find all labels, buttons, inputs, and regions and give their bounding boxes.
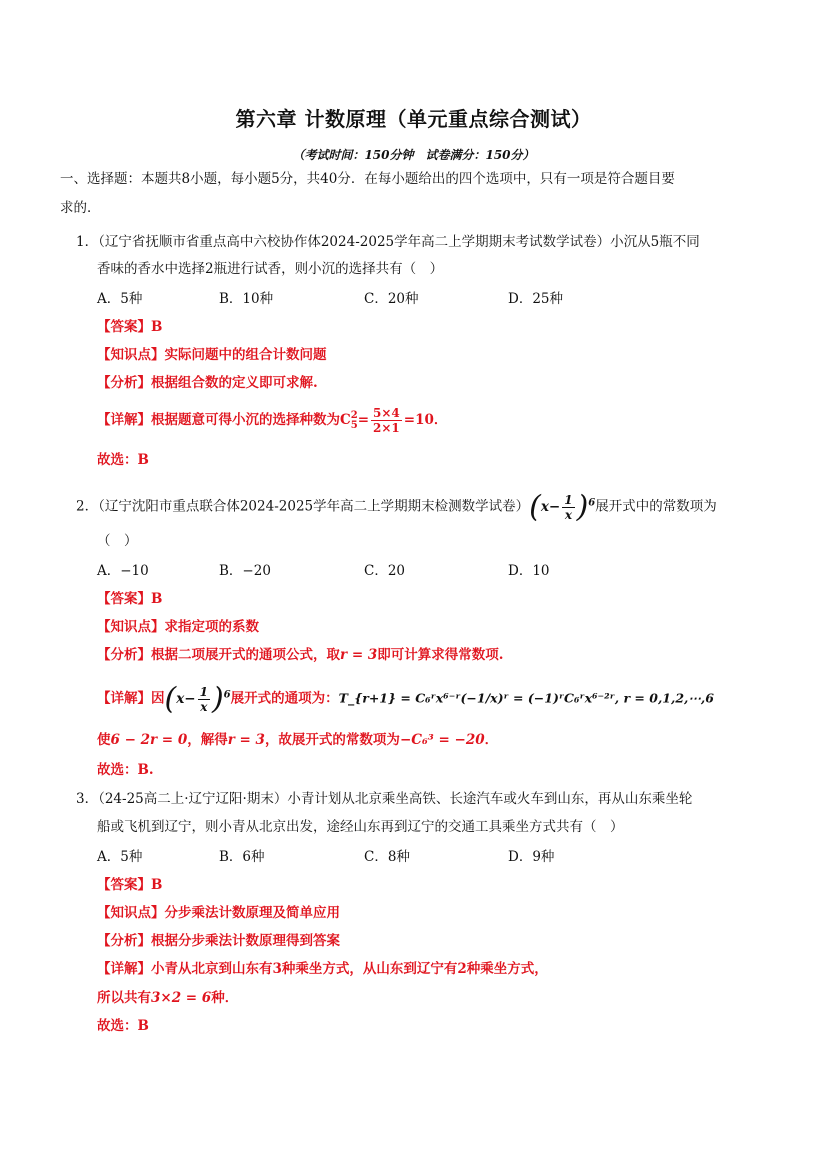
detail-line2-pre: 所以共有 (97, 990, 151, 1006)
expr-minus: − (548, 498, 561, 515)
question-1-option-b: B．10种 (219, 291, 274, 307)
question-3-stem-line1 (76, 790, 692, 808)
combination-formula: C 2 5 = $\frac{5\times 4}{2\times 1}$ =10 (340, 406, 434, 435)
question-1-detail (97, 405, 447, 435)
page-title: 第六章 计数原理（单元重点综合测试） (235, 107, 592, 131)
question-3-answer (97, 876, 162, 894)
question-3-knowledge (97, 904, 340, 922)
analysis-pre: 根据二项展开式的通项公式，取 (151, 647, 340, 663)
question-3-option-b: B．6种 (219, 849, 265, 865)
question-3-stem-text: （24-25高二上·辽宁辽阳·期末）小青计划从北京乘坐高铁、长途汽车或火车到山东，再从山东乘坐轮 (98, 791, 693, 807)
question-3-option-a: A．5种 (97, 849, 143, 865)
binomial-expression: (x− $\frac{1}{x}$ )$^6$ (529, 489, 596, 524)
question-3-conclusion: 故选：B (97, 1018, 149, 1034)
question-2-detail (97, 678, 714, 716)
analysis-label: 【分析】 (97, 375, 151, 391)
answer-label: 【答案】 (97, 877, 151, 893)
combination-symbol: C (340, 412, 351, 428)
knowledge-label: 【知识点】 (97, 905, 165, 921)
question-2-analysis (97, 646, 503, 664)
knowledge-value: 实际问题中的组合计数问题 (164, 347, 327, 363)
knowledge-value: 分步乘法计数原理及简单应用 (164, 905, 340, 921)
expr-den: x (564, 507, 572, 522)
question-1-conclusion: 故选：B (97, 452, 149, 468)
expr-minus: − (184, 690, 196, 707)
question-3-analysis (97, 932, 340, 950)
detail-line2-eq: 3×2 = 6 (151, 990, 212, 1006)
detail-line2-eq2: r = 3 (227, 732, 265, 748)
detail-line2-mid: ，解得 (187, 732, 228, 748)
question-2-knowledge (97, 618, 259, 636)
question-2-option-a: A．−10 (97, 563, 149, 579)
question-1-option-c: C．20种 (364, 291, 419, 307)
question-1-knowledge (97, 346, 327, 364)
expr-num: 1 (199, 684, 208, 699)
fraction-denominator: 2×1 (373, 421, 400, 435)
answer-label: 【答案】 (97, 591, 151, 607)
question-3-stem-line2: 船或飞机到辽宁，则小青从北京出发，途经山东再到辽宁的交通工具乘坐方式共有（ ） (97, 819, 624, 835)
expr-power: 6 (223, 689, 231, 700)
question-2-answer (97, 590, 162, 608)
analysis-value: 根据组合数的定义即可求解. (151, 375, 318, 391)
analysis-post: 即可计算求得常数项. (377, 647, 504, 663)
detail-binomial: (x− $\frac{1}{x}$ )$^6$ (164, 681, 231, 716)
question-1-option-d: D．25种 (508, 291, 564, 307)
question-1-stem-line2: 香味的香水中选择2瓶进行试香，则小沉的选择共有（ ） (97, 261, 444, 277)
section-intro-line2: 求的． (60, 200, 101, 216)
answer-label: 【答案】 (97, 319, 151, 335)
question-1-stem-line1 (76, 233, 700, 251)
answer-value: B (151, 877, 163, 893)
answer-value: B (151, 319, 163, 335)
expr-x: x (176, 690, 185, 707)
analysis-value: 根据分步乘法计数原理得到答案 (151, 933, 340, 949)
analysis-label: 【分析】 (97, 647, 151, 663)
question-2-stem-line1 (76, 486, 717, 524)
detail-mid: 展开式的通项为： (230, 690, 339, 707)
combination-sup: 2 (350, 409, 358, 421)
question-3-detail (97, 960, 548, 978)
detail-text: 根据题意可得小沉的选择种数为 (151, 412, 340, 428)
question-1-stem-text: （辽宁省抚顺市省重点高中六校协作体2024-2025学年高二上学期期末考试数学试卷）小沉从5瓶不同 (98, 234, 700, 250)
question-2-stem-suffix: 展开式中的常数项为 (595, 498, 717, 515)
fraction-numerator: 5×4 (373, 406, 400, 420)
question-2-number: 2． (76, 498, 99, 515)
knowledge-label: 【知识点】 (97, 619, 165, 635)
detail-value: 小青从北京到山东有3种乘坐方式，从山东到辽宁有2种乘坐方式， (151, 961, 548, 977)
question-1-option-a: A．5种 (97, 291, 143, 307)
question-2-stem-line2: （ ） (97, 533, 138, 549)
answer-value: B (151, 591, 163, 607)
expr-power: 6 (588, 497, 596, 508)
detail-line2-eq1: 6 − 2r = 0 (110, 732, 188, 748)
detail-line2-pre: 使 (97, 732, 111, 748)
detail-line2-post: ，故展开式的常数项为 (264, 732, 400, 748)
detail-label: 【详解】 (97, 961, 151, 977)
exam-info: （考试时间：150分钟 试卷满分：150分） (292, 148, 535, 162)
question-3-option-d: D．9种 (508, 849, 555, 865)
detail-pre: 因 (151, 690, 165, 707)
question-2-stem-prefix: （辽宁沈阳市重点联合体2024-2025学年高二上学期期末检测数学试卷） (98, 498, 530, 515)
question-3-detail-line2 (97, 989, 238, 1007)
knowledge-value: 求指定项的系数 (164, 619, 259, 635)
combination-sub: 5 (350, 419, 358, 431)
detail-line2-post: 种． (211, 990, 239, 1006)
detail-label: 【详解】 (97, 690, 151, 707)
question-2-detail-line2 (97, 731, 498, 749)
analysis-var: r = 3 (340, 647, 378, 663)
section-intro-line1: 一、选择题：本题共8小题，每小题5分，共40分．在每小题给出的四个选项中，只有一项是符合题目要 (60, 171, 675, 187)
detail-line2-eq3: −C₆³ = −20 (399, 732, 485, 748)
formula-tail: ． (433, 412, 448, 428)
question-2-option-d: D．10 (508, 563, 550, 579)
expr-x: x (540, 498, 549, 515)
question-1-answer (97, 318, 162, 336)
analysis-label: 【分析】 (97, 933, 151, 949)
formula-result: =10 (403, 412, 434, 428)
question-2-option-b: B．−20 (219, 563, 271, 579)
question-1-analysis (97, 374, 318, 392)
knowledge-label: 【知识点】 (97, 347, 165, 363)
question-3-number: 3． (76, 791, 99, 807)
detail-label: 【详解】 (97, 412, 151, 428)
question-1-number: 1． (76, 234, 99, 250)
general-term-formula: T_{r+1} = C₆ʳx⁶⁻ʳ(−1/x)ʳ = (−1)ʳC₆ʳx⁶⁻²ʳ, r = 0,1,2,⋯,6 (338, 690, 714, 706)
detail-line2-end: ． (484, 732, 499, 748)
question-3-option-c: C．8种 (364, 849, 410, 865)
expr-num: 1 (564, 492, 573, 507)
expr-den: x (200, 699, 208, 714)
question-2-conclusion: 故选：B. (97, 762, 154, 778)
question-2-option-c: C．20 (364, 563, 406, 579)
